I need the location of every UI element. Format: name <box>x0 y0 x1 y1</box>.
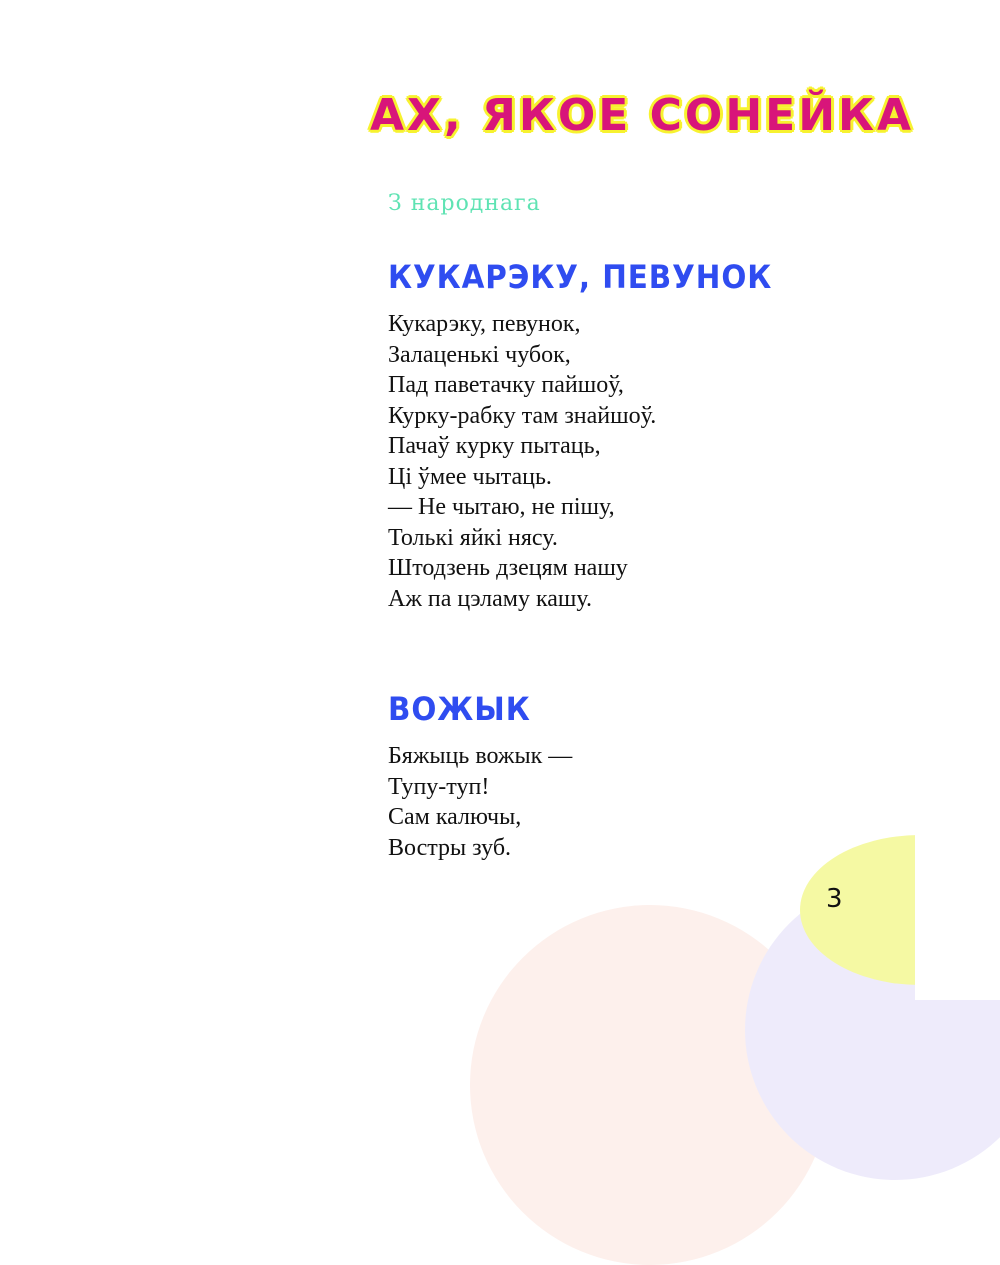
poem-line: Залаценькі чубок, <box>388 341 571 368</box>
poem-title-vozhyk: ВОЖЫК <box>388 690 531 728</box>
poem-line: Толькі яйкі нясу. <box>388 524 558 551</box>
poem-line: Курку-рабку там знайшоў. <box>388 402 657 429</box>
source-label: З народнага <box>388 191 541 216</box>
poem-line: Бяжыць вожык — <box>388 743 573 769</box>
poem-line: Сам калючы, <box>388 804 522 830</box>
poem-line: Пад паветачку пайшоў, <box>388 372 624 398</box>
poem-line: Штодзень дзецям нашу <box>388 555 628 581</box>
poem-line: — Не чытаю, не пішу, <box>388 494 615 520</box>
poem-title-kukareku: КУКАРЭКУ, ПЕВУНОК <box>388 258 773 296</box>
poem-vozhyk <box>388 741 572 863</box>
poem-kukareku <box>388 309 656 614</box>
page-number: 3 <box>826 884 843 914</box>
poem-line: Тупу-туп! <box>388 773 490 800</box>
poem-line: Кукарэку, певунок, <box>388 311 581 337</box>
poem-line: Аж па цэламу кашу. <box>388 585 592 612</box>
book-title: АХ, ЯКОЕ СОНЕЙКА <box>370 90 915 141</box>
page-margin <box>915 0 1000 1000</box>
poem-line: Востры зуб. <box>388 834 512 861</box>
poem-line: Ці ўмее чытаць. <box>388 463 552 490</box>
poem-line: Пачаў курку пытаць, <box>388 433 601 459</box>
